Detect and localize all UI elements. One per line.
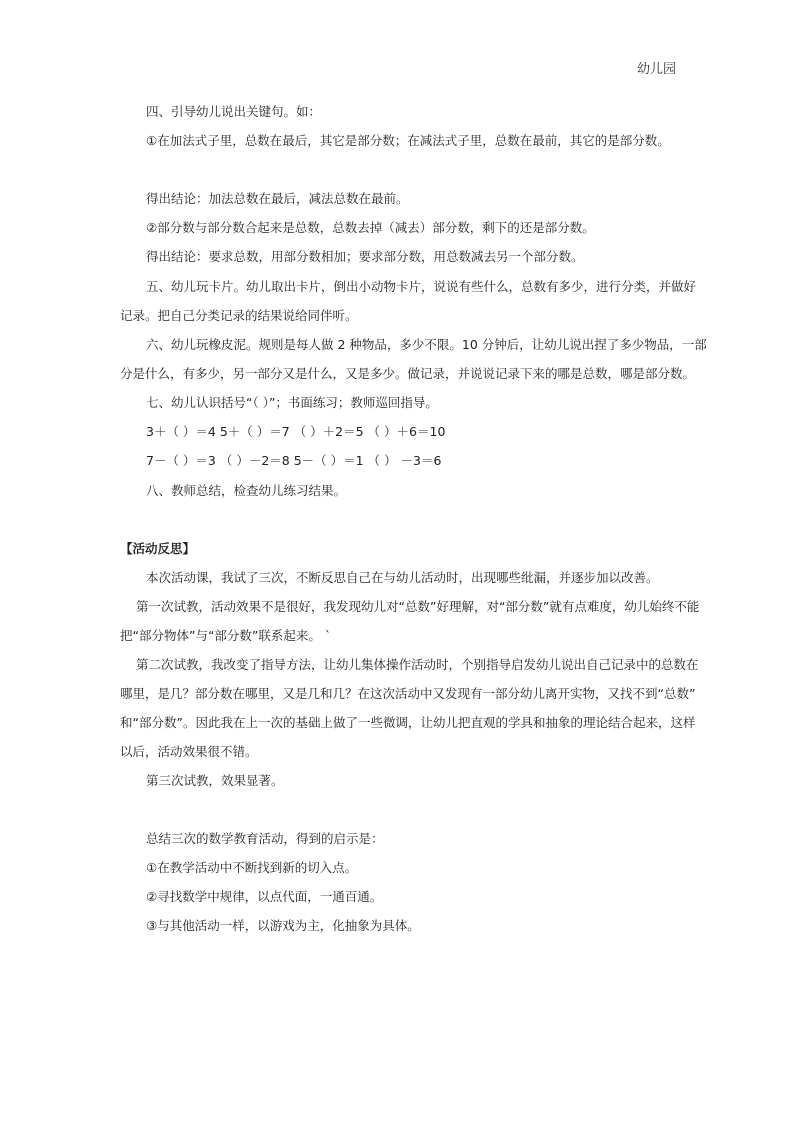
paragraph-line: 和“部分数”。因此我在上一次的基础上做了一些微调，让幼儿把直观的学具和抽象的理论结合起来，这样 — [120, 715, 696, 730]
section-5-heading: 五、幼儿玩卡片。幼儿取出卡片，倒出小动物卡片，说说有些什么，总数有多少，进行分类，并做好 — [146, 279, 697, 294]
summary-point: ③与其他活动一样，以游戏为主，化抽象为具体。 — [146, 918, 420, 933]
paragraph-line: 哪里，是几？部分数在哪里，又是几和几？在这次活动中又发现有一部分幼儿离开实物，又找不到“总数” — [120, 686, 696, 701]
section-7-heading: 七、幼儿认识括号“（ ）”；书面练习；教师巡回指导。 — [146, 395, 438, 410]
section-4-heading: 四、引导幼儿说出关键句。如： — [146, 104, 322, 119]
conclusion-line: 得出结论：加法总数在最后，减法总数在最前。 — [146, 191, 409, 206]
paragraph-line: ②部分数与部分数合起来是总数，总数去掉（减去）部分数，剩下的还是部分数。 — [146, 220, 595, 235]
paragraph-line: 本次活动课，我试了三次，不断反思自己在与幼儿活动时，出现哪些纰漏，并逐步加以改善。 — [146, 570, 659, 585]
exercise-line: 7－（ ）＝3 （ ）－2＝8 5－（ ）＝1 （ ） －3＝6 — [146, 453, 442, 468]
section-8-heading: 八、教师总结，检查幼儿练习结果。 — [146, 483, 347, 498]
paragraph-line: 记录。把自己分类记录的结果说给同伴听。 — [120, 308, 358, 323]
paragraph-line: 以后，活动效果很不错。 — [120, 744, 258, 759]
paragraph-line: 把“部分物体”与“部分数”联系起来。 ` — [120, 628, 332, 643]
reflection-heading: 【活动反思】 — [120, 541, 196, 556]
paragraph-line: 第一次试教，活动效果不是很好，我发现幼儿对“总数”好理解，对“部分数”就有点难度，幼儿始终不能 — [136, 599, 700, 614]
paragraph-line: 分是什么，有多少，另一部分又是什么，又是多少。做记录，并说说记录下来的哪是总数，哪是部分数。 — [120, 366, 696, 381]
exercise-line: 3＋（ ）＝4 5＋（ ）＝7 （ ）＋2＝5 （ ）＋6＝10 — [146, 424, 446, 439]
paragraph-line: ①在加法式子里，总数在最后，其它是部分数；在减法式子里，总数在最前，其它的是部分数。 — [146, 133, 670, 148]
paragraph-line: 第二次试教，我改变了指导方法，让幼儿集体操作活动时，个别指导启发幼儿说出自己记录中的总数在 — [136, 657, 699, 672]
section-6-heading: 六、幼儿玩橡皮泥。规则是每人做 2 种物品，多少不限。10 分钟后，让幼儿说出捏了多少物品，一部 — [146, 337, 707, 352]
summary-point: ①在教学活动中不断找到新的切入点。 — [146, 860, 358, 875]
summary-point: ②寻找数学中规律，以点代面，一通百通。 — [146, 889, 383, 904]
paragraph-line: 第三次试教，效果显著。 — [146, 773, 284, 788]
conclusion-line: 得出结论：要求总数，用部分数相加；要求部分数，用总数减去另一个部分数。 — [146, 249, 584, 264]
summary-intro: 总结三次的数学教育活动，得到的启示是： — [146, 831, 384, 846]
page-header-title: 幼儿园 — [636, 62, 676, 77]
